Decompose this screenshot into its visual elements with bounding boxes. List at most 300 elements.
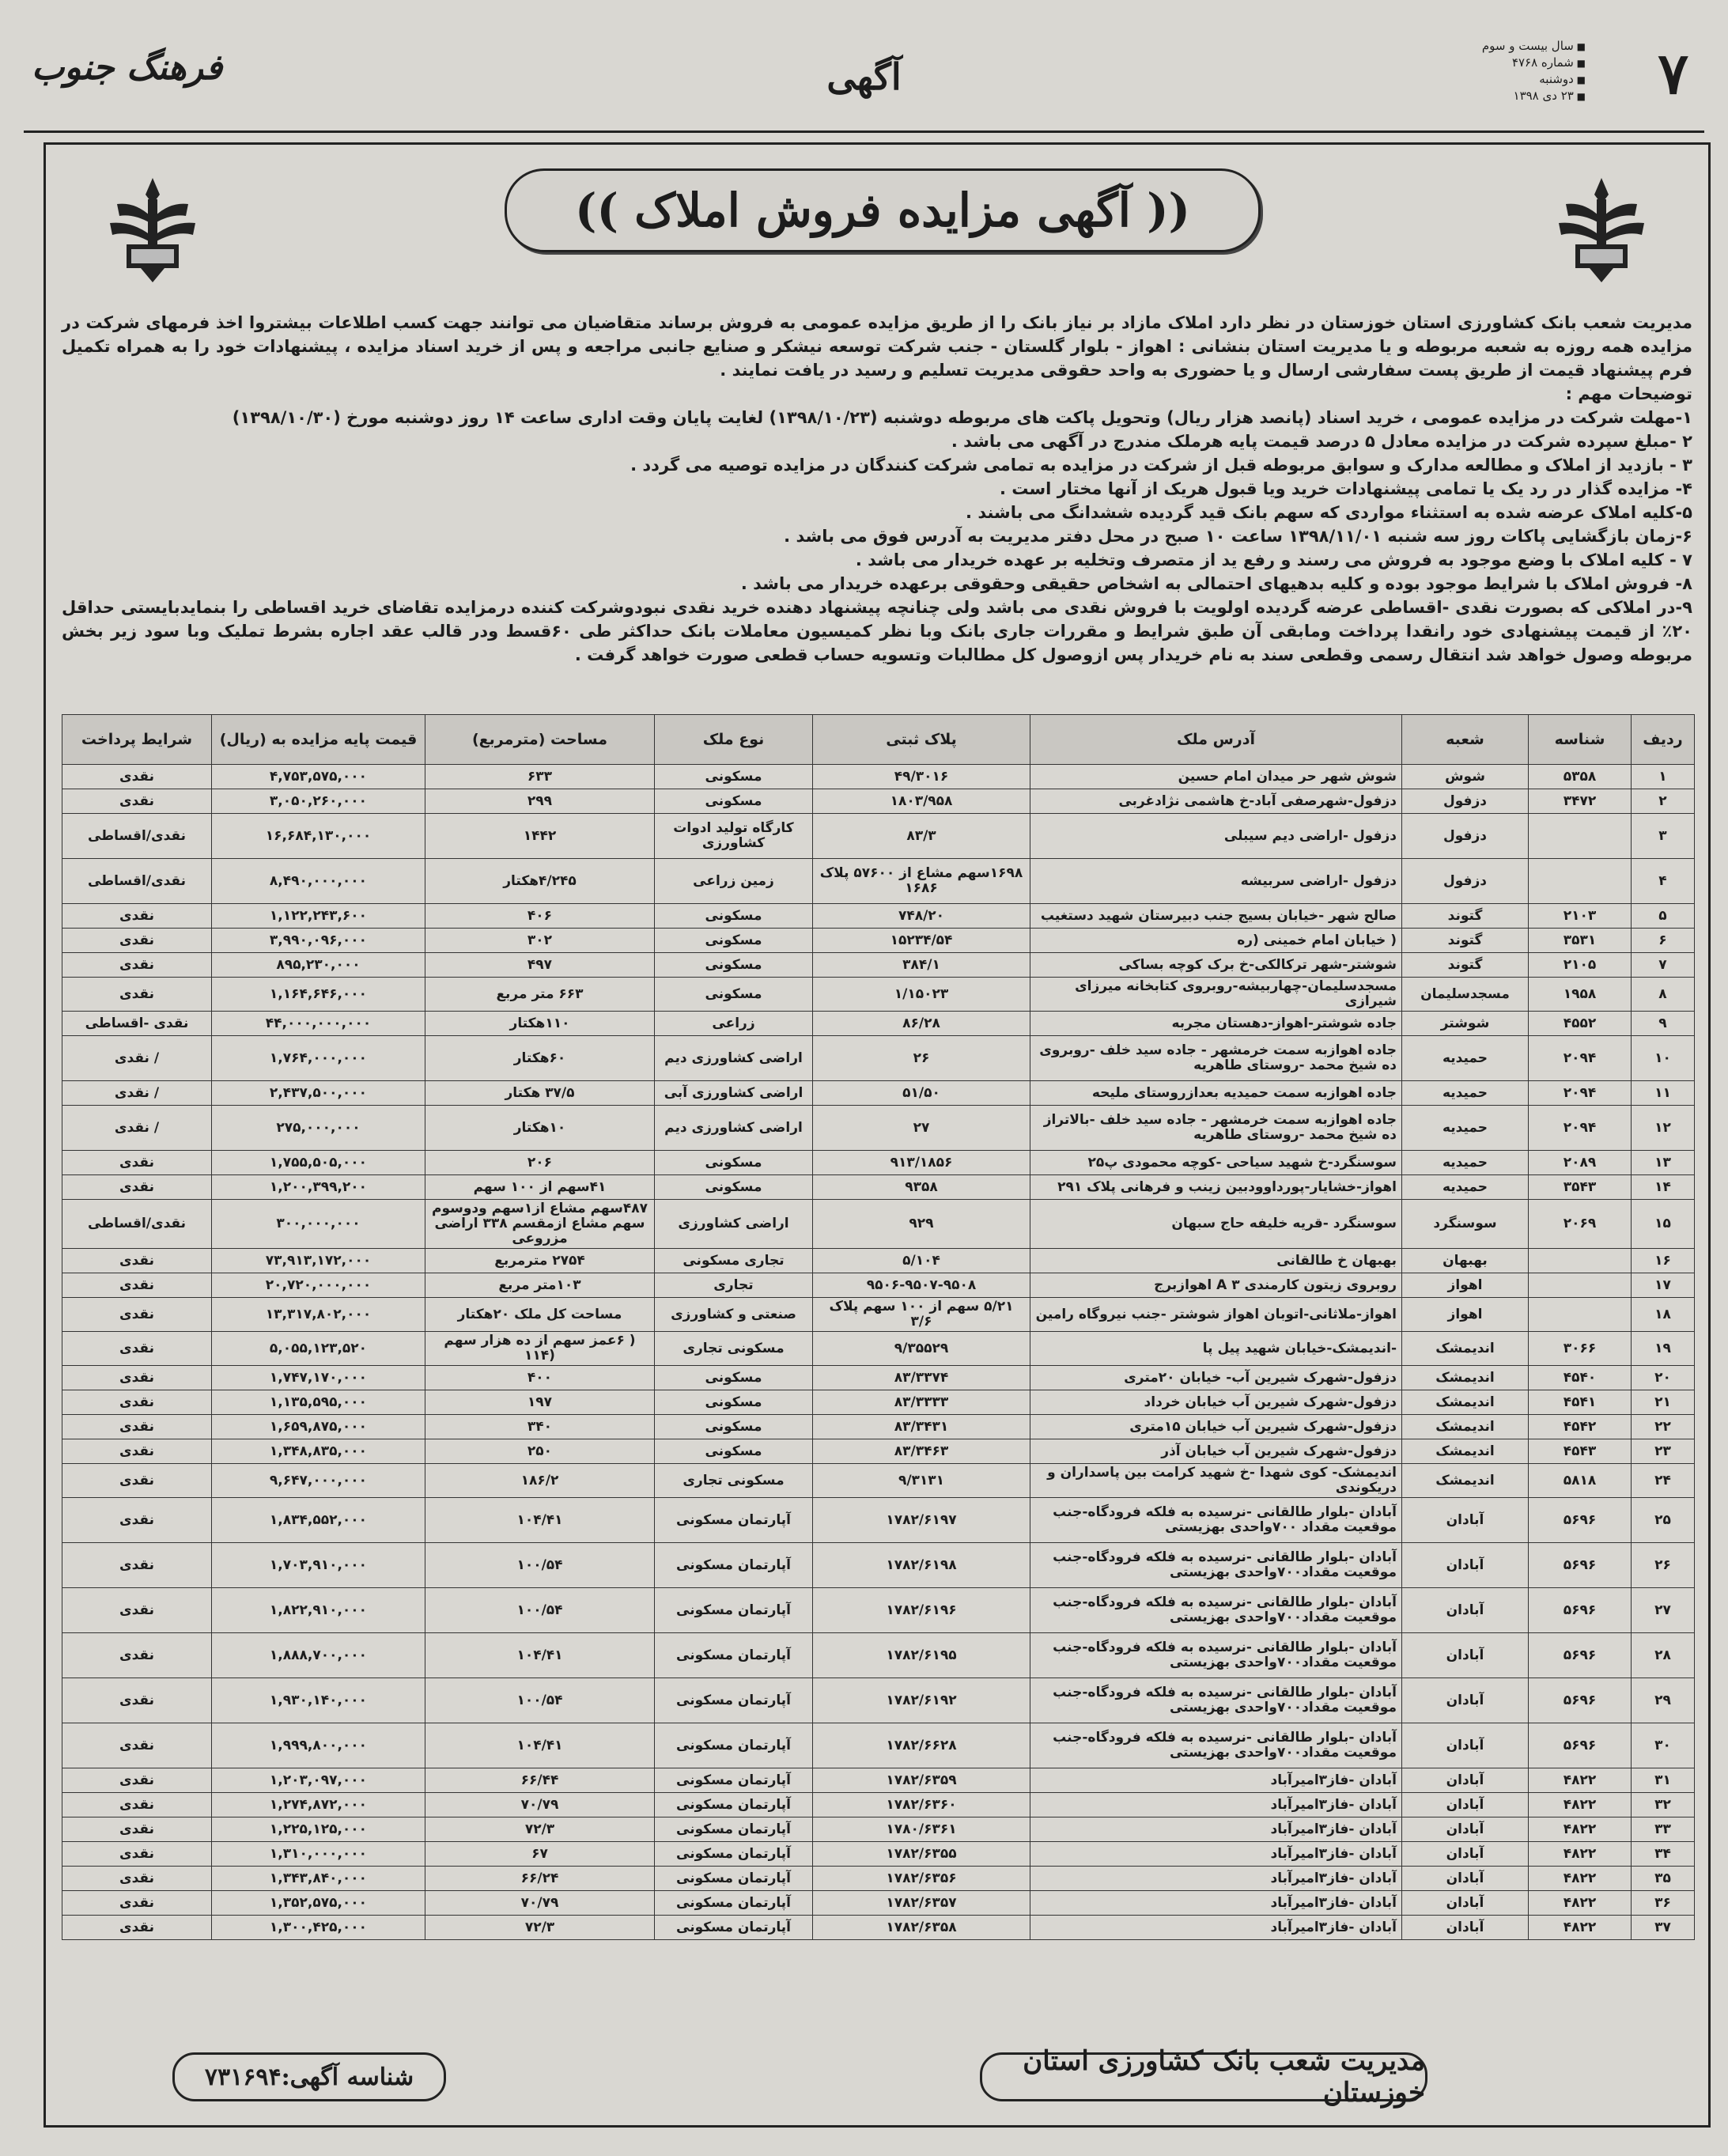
address-cell: آبادان -فاز۳امیرآباد bbox=[1030, 1817, 1402, 1842]
row-number-cell: ۱ bbox=[1632, 765, 1695, 789]
base-price-cell: ۸,۴۹۰,۰۰۰,۰۰۰ bbox=[212, 859, 425, 904]
branch-cell: آبادان bbox=[1402, 1891, 1529, 1916]
property-type-cell: مسکونی bbox=[655, 1366, 813, 1390]
branch-cell: بهبهان bbox=[1402, 1249, 1529, 1273]
page-number: ۷ bbox=[1658, 40, 1688, 107]
table-row bbox=[62, 1543, 1695, 1588]
plate-cell: ۱۷۸۲/۶۳۶۰ bbox=[813, 1793, 1030, 1817]
base-price-cell: ۱۳,۳۱۷,۸۰۲,۰۰۰ bbox=[212, 1298, 425, 1332]
row-number-cell: ۳۶ bbox=[1632, 1891, 1695, 1916]
plate-cell: ۱۷۸۲/۶۱۹۸ bbox=[813, 1543, 1030, 1588]
branch-cell: دزفول bbox=[1402, 789, 1529, 814]
note-item: ۵-کلیه املاک عرضه شده به استثناء مواردی که سهم بانک قید گردیده ششدانگ می باشند . bbox=[966, 503, 1692, 522]
ad-intro: مدیریت شعب بانک کشاورزی استان خوزستان در نظر دارد املاک مازاد بر نیاز بانک را از طریق مزایده عمومی به فروش برساند متقاضیان می توانند جهت کسب اطلاعات بیشتروا اخذ فرمهای شرکت در مزایده همه روزه به شعبه مربوطه و یا مدیریت استان بنشانی : اهواز - بلوار گلستان - جنب شرکت توسعه نیشکر و صنایع جانبی مراجعه و پس از خرید اسناد مزایده ، پیشنهادات خود را به همراه تکمیل فرم پیشنهاد قیمت از طریق پست سفارشی ارسال و یا حضوری به واحد حقوقی مدیریت تسلیم و رسید در یافت نمایند . bbox=[62, 313, 1692, 380]
row-number-cell: ۳۳ bbox=[1632, 1817, 1695, 1842]
base-price-cell: ۷۳,۹۱۳,۱۷۲,۰۰۰ bbox=[212, 1249, 425, 1273]
branch-cell: دزفول bbox=[1402, 814, 1529, 859]
issue-weekday: ■ دوشنبه bbox=[1482, 71, 1586, 88]
table-row bbox=[62, 1298, 1695, 1332]
bank-emblem-icon bbox=[93, 168, 212, 287]
plate-cell: ۸۳/۳۴۳۱ bbox=[813, 1415, 1030, 1439]
branch-cell: حمیدیه bbox=[1402, 1175, 1529, 1200]
table-row bbox=[62, 1200, 1695, 1249]
branch-cell: اهواز bbox=[1402, 1298, 1529, 1332]
column-header: شعبه bbox=[1402, 715, 1529, 765]
area-cell: ۱۱۰هکتار bbox=[425, 1012, 655, 1036]
address-cell: آبادان -فاز۳امیرآباد bbox=[1030, 1891, 1402, 1916]
id-cell bbox=[1529, 859, 1632, 904]
base-price-cell: ۲۰,۷۲۰,۰۰۰,۰۰۰ bbox=[212, 1273, 425, 1298]
base-price-cell: ۴,۷۵۳,۵۷۵,۰۰۰ bbox=[212, 765, 425, 789]
area-cell: مساحت کل ملک ۲۰هکتار bbox=[425, 1298, 655, 1332]
property-type-cell: آپارتمان مسکونی bbox=[655, 1543, 813, 1588]
property-type-cell: مسکونی تجاری bbox=[655, 1332, 813, 1366]
branch-cell: حمیدیه bbox=[1402, 1081, 1529, 1106]
property-type-cell: مسکونی bbox=[655, 978, 813, 1012]
table-row bbox=[62, 789, 1695, 814]
row-number-cell: ۲۳ bbox=[1632, 1439, 1695, 1464]
notes-heading: توضیحات مهم : bbox=[1565, 384, 1692, 403]
table-row bbox=[62, 814, 1695, 859]
branch-cell: آبادان bbox=[1402, 1588, 1529, 1633]
issue-volume: ■ سال بیست و سوم bbox=[1482, 38, 1586, 55]
base-price-cell: ۱,۷۴۷,۱۷۰,۰۰۰ bbox=[212, 1366, 425, 1390]
note-item: ۴- مزایده گذار در رد یک یا تمامی پیشنهادات خرید ویا قبول هریک از آنها مختار است . bbox=[1000, 479, 1692, 498]
property-type-cell: اراضی کشاورزی دیم bbox=[655, 1036, 813, 1081]
address-cell: مسجدسلیمان-چهاربیشه-روبروی کتابخانه میرزای شیرازی bbox=[1030, 978, 1402, 1012]
base-price-cell: ۱,۳۵۲,۵۷۵,۰۰۰ bbox=[212, 1891, 425, 1916]
payment-terms-cell: نقدی/اقساطی bbox=[62, 1200, 212, 1249]
area-cell: ۶۶۳ متر مربع bbox=[425, 978, 655, 1012]
plate-cell: ۴۹/۳۰۱۶ bbox=[813, 765, 1030, 789]
plate-cell: ۵/۱۰۴ bbox=[813, 1249, 1030, 1273]
ad-title: (( آگهی مزایده فروش املاک )) bbox=[575, 183, 1190, 237]
id-cell: ۴۸۲۲ bbox=[1529, 1817, 1632, 1842]
table-row bbox=[62, 1151, 1695, 1175]
property-type-cell: آپارتمان مسکونی bbox=[655, 1498, 813, 1543]
payment-terms-cell: نقدی bbox=[62, 929, 212, 953]
row-number-cell: ۸ bbox=[1632, 978, 1695, 1012]
id-cell: ۲۰۹۴ bbox=[1529, 1036, 1632, 1081]
plate-cell: ۱۵۲۳۴/۵۴ bbox=[813, 929, 1030, 953]
row-number-cell: ۲۱ bbox=[1632, 1390, 1695, 1415]
table-row bbox=[62, 1106, 1695, 1151]
plate-cell: ۸۳/۳۳۷۴ bbox=[813, 1366, 1030, 1390]
plate-cell: ۱۷۸۲/۶۱۹۲ bbox=[813, 1678, 1030, 1723]
payment-terms-cell: نقدی bbox=[62, 1298, 212, 1332]
property-type-cell: آپارتمان مسکونی bbox=[655, 1768, 813, 1793]
area-cell: ۷۲/۳ bbox=[425, 1916, 655, 1940]
id-cell bbox=[1529, 1298, 1632, 1332]
row-number-cell: ۴ bbox=[1632, 859, 1695, 904]
table-row bbox=[62, 1842, 1695, 1867]
table-row bbox=[62, 1498, 1695, 1543]
payment-terms-cell: نقدی bbox=[62, 953, 212, 978]
plate-cell: ۱۷۸۲/۶۳۵۹ bbox=[813, 1768, 1030, 1793]
property-type-cell: اراضی کشاورزی آبی bbox=[655, 1081, 813, 1106]
address-cell: دزفول-شهرک شیرین آب خیابان خرداد bbox=[1030, 1390, 1402, 1415]
column-header: پلاک ثبتی bbox=[813, 715, 1030, 765]
row-number-cell: ۱۸ bbox=[1632, 1298, 1695, 1332]
property-type-cell: زراعی bbox=[655, 1012, 813, 1036]
area-cell: ۱۰۴/۴۱ bbox=[425, 1723, 655, 1768]
address-cell: آبادان -فاز۳امیرآباد bbox=[1030, 1768, 1402, 1793]
base-price-cell: ۱,۸۲۲,۹۱۰,۰۰۰ bbox=[212, 1588, 425, 1633]
id-cell: ۴۵۴۳ bbox=[1529, 1439, 1632, 1464]
base-price-cell: ۱,۳۴۸,۸۳۵,۰۰۰ bbox=[212, 1439, 425, 1464]
address-cell: ( خیابان امام خمینی (ره bbox=[1030, 929, 1402, 953]
id-cell: ۴۵۴۱ bbox=[1529, 1390, 1632, 1415]
area-cell: ۷۰/۷۹ bbox=[425, 1891, 655, 1916]
table-row bbox=[62, 859, 1695, 904]
address-cell: دزفول-شهرصفی آباد-خ هاشمی نژادغربی bbox=[1030, 789, 1402, 814]
property-type-cell: آپارتمان مسکونی bbox=[655, 1633, 813, 1678]
property-type-cell: مسکونی bbox=[655, 789, 813, 814]
table-row bbox=[62, 904, 1695, 929]
id-cell: ۵۶۹۶ bbox=[1529, 1543, 1632, 1588]
address-cell: اندیمشک- کوی شهدا -خ شهید کرامت بین پاسداران و دریکوندی bbox=[1030, 1464, 1402, 1498]
branch-cell: آبادان bbox=[1402, 1867, 1529, 1891]
area-cell: ۲۰۶ bbox=[425, 1151, 655, 1175]
area-cell: ۶۶/۴۴ bbox=[425, 1768, 655, 1793]
base-price-cell: ۴۴,۰۰۰,۰۰۰,۰۰۰ bbox=[212, 1012, 425, 1036]
property-type-cell: اراضی کشاورزی bbox=[655, 1200, 813, 1249]
base-price-cell: ۱,۲۲۵,۱۲۵,۰۰۰ bbox=[212, 1817, 425, 1842]
property-type-cell: مسکونی bbox=[655, 929, 813, 953]
id-cell: ۲۰۹۴ bbox=[1529, 1081, 1632, 1106]
address-cell: اهواز-خشایار-پورداوودبین زینب و فرهانی پلاک ۲۹۱ bbox=[1030, 1175, 1402, 1200]
address-cell: سوسنگرد -قریه خلیفه حاج سبهان bbox=[1030, 1200, 1402, 1249]
table-row bbox=[62, 1390, 1695, 1415]
payment-terms-cell: / نقدی bbox=[62, 1081, 212, 1106]
plate-cell: ۱/۱۵۰۲۳ bbox=[813, 978, 1030, 1012]
id-cell: ۲۰۹۴ bbox=[1529, 1106, 1632, 1151]
row-number-cell: ۲۰ bbox=[1632, 1366, 1695, 1390]
payment-terms-cell: نقدی bbox=[62, 1588, 212, 1633]
id-cell: ۴۵۵۲ bbox=[1529, 1012, 1632, 1036]
id-cell: ۵۶۹۶ bbox=[1529, 1588, 1632, 1633]
plate-cell: ۸۳/۳۴۶۳ bbox=[813, 1439, 1030, 1464]
address-cell: بهبهان خ طالقانی bbox=[1030, 1249, 1402, 1273]
column-header: مساحت (مترمربع) bbox=[425, 715, 655, 765]
column-header: قیمت پایه مزایده به (ریال) bbox=[212, 715, 425, 765]
plate-cell: ۲۷ bbox=[813, 1106, 1030, 1151]
property-type-cell: مسکونی bbox=[655, 953, 813, 978]
payment-terms-cell: نقدی bbox=[62, 1151, 212, 1175]
base-price-cell: ۱,۱۳۵,۵۹۵,۰۰۰ bbox=[212, 1390, 425, 1415]
property-type-cell: مسکونی bbox=[655, 765, 813, 789]
row-number-cell: ۳۵ bbox=[1632, 1867, 1695, 1891]
address-cell: روبروی زیتون کارمندی ۳ A اهوازبرج bbox=[1030, 1273, 1402, 1298]
plate-cell: ۹۲۹ bbox=[813, 1200, 1030, 1249]
table-row bbox=[62, 1012, 1695, 1036]
row-number-cell: ۲۲ bbox=[1632, 1415, 1695, 1439]
payment-terms-cell: نقدی bbox=[62, 1464, 212, 1498]
payment-terms-cell: نقدی bbox=[62, 1817, 212, 1842]
plate-cell: ۲۶ bbox=[813, 1036, 1030, 1081]
area-cell: ۱۰۴/۴۱ bbox=[425, 1498, 655, 1543]
note-item: ۶-زمان بازگشایی پاکات روز سه شنبه ۱۳۹۸/۱۱/۰۱ ساعت ۱۰ صبح در محل دفتر مدیریت به آدرس فوق می باشد . bbox=[784, 527, 1692, 546]
table-row bbox=[62, 765, 1695, 789]
id-cell: ۴۸۲۲ bbox=[1529, 1768, 1632, 1793]
payment-terms-cell: نقدی bbox=[62, 1249, 212, 1273]
payment-terms-cell: نقدی bbox=[62, 1543, 212, 1588]
masthead-divider bbox=[24, 130, 1704, 133]
plate-cell: ۸۳/۳ bbox=[813, 814, 1030, 859]
id-cell: ۴۸۲۲ bbox=[1529, 1916, 1632, 1940]
table-row bbox=[62, 1081, 1695, 1106]
property-type-cell: مسکونی تجاری bbox=[655, 1464, 813, 1498]
column-header: نوع ملک bbox=[655, 715, 813, 765]
area-cell: ۶۰هکتار bbox=[425, 1036, 655, 1081]
area-cell: ۶۳۳ bbox=[425, 765, 655, 789]
row-number-cell: ۹ bbox=[1632, 1012, 1695, 1036]
base-price-cell: ۱,۸۳۴,۵۵۲,۰۰۰ bbox=[212, 1498, 425, 1543]
payment-terms-cell: نقدی bbox=[62, 1768, 212, 1793]
table-row bbox=[62, 1916, 1695, 1940]
base-price-cell: ۲۷۵,۰۰۰,۰۰۰ bbox=[212, 1106, 425, 1151]
payment-terms-cell: نقدی bbox=[62, 1439, 212, 1464]
payment-terms-cell: نقدی bbox=[62, 1332, 212, 1366]
property-type-cell: زمین زراعی bbox=[655, 859, 813, 904]
property-type-cell: آپارتمان مسکونی bbox=[655, 1588, 813, 1633]
payment-terms-cell: / نقدی bbox=[62, 1106, 212, 1151]
address-cell: اهواز-ملاثانی-اتوبان اهواز شوشتر -جنب نیروگاه رامین bbox=[1030, 1298, 1402, 1332]
note-item: ۹-در املاکی که بصورت نقدی -اقساطی عرضه گردیده اولویت با فروش نقدی می باشد ولی چنانچه پیشنهاد دهنده خرید نقدی نبودوشرکت کننده درمزایده تقاضای خرید اقساطی را بنمایدبایستی حداقل ۲۰٪ از قیمت پیشنهادی خود رانقدا پرداخت ومابقی آن طبق شرایط و مقررات جاری بانک وبا نظر کمیسیون معاملات بانک حداکثر طی ۶۰قسط ودر قالب عقد اجاره بشرط تملیک وبا سود زیر بخش مربوطه وصول خواهد شد انتقال رسمی وقطعی سند به نام خریدار پس ازوصول کل مطالبات وتسویه حساب قطعی صورت خواهد گرفت . bbox=[62, 598, 1692, 664]
row-number-cell: ۳۱ bbox=[1632, 1768, 1695, 1793]
ad-id-banner: شناسه آگهی:۷۳۱۶۹۴ bbox=[172, 2052, 446, 2101]
area-cell: ۶۷ bbox=[425, 1842, 655, 1867]
address-cell: صالح شهر -خیابان بسیج جنب دبیرستان شهید دستغیب bbox=[1030, 904, 1402, 929]
area-cell: ۳۰۲ bbox=[425, 929, 655, 953]
note-item: ۱-مهلت شرکت در مزایده عمومی ، خرید اسناد (پانصد هزار ریال) وتحویل پاکت های مربوطه دوشنبه (۱۳۹۸/۱۰/۲۳) لغایت پایان وقت اداری ساعت ۱۴ روز دوشنبه مورخ (۱۳۹۸/۱۰/۳۰) bbox=[232, 408, 1692, 427]
row-number-cell: ۲۷ bbox=[1632, 1588, 1695, 1633]
property-type-cell: مسکونی bbox=[655, 1390, 813, 1415]
base-price-cell: ۹,۶۴۷,۰۰۰,۰۰۰ bbox=[212, 1464, 425, 1498]
area-cell: ۴۸۷سهم مشاع از۱سهم ودوسوم سهم مشاع ازمقسم ۳۳۸ اراضی مزروعی bbox=[425, 1200, 655, 1249]
area-cell: ۳۴۰ bbox=[425, 1415, 655, 1439]
payment-terms-cell: نقدی bbox=[62, 1633, 212, 1678]
base-price-cell: ۱,۷۶۴,۰۰۰,۰۰۰ bbox=[212, 1036, 425, 1081]
id-cell: ۳۵۴۳ bbox=[1529, 1175, 1632, 1200]
branch-cell: آبادان bbox=[1402, 1543, 1529, 1588]
area-cell: ۴/۲۴۵هکتار bbox=[425, 859, 655, 904]
area-cell: ۲۵۰ bbox=[425, 1439, 655, 1464]
plate-cell: ۹۵۰۶-۹۵۰۷-۹۵۰۸ bbox=[813, 1273, 1030, 1298]
branch-cell: حمیدیه bbox=[1402, 1036, 1529, 1081]
branch-cell: مسجدسلیمان bbox=[1402, 978, 1529, 1012]
id-cell: ۴۵۴۰ bbox=[1529, 1366, 1632, 1390]
id-cell: ۴۸۲۲ bbox=[1529, 1867, 1632, 1891]
property-type-cell: اراضی کشاورزی دیم bbox=[655, 1106, 813, 1151]
branch-cell: اندیمشک bbox=[1402, 1415, 1529, 1439]
id-cell: ۴۸۲۲ bbox=[1529, 1793, 1632, 1817]
payment-terms-cell: نقدی -اقساطی bbox=[62, 1012, 212, 1036]
row-number-cell: ۲۸ bbox=[1632, 1633, 1695, 1678]
plate-cell: ۱۶۹۸سهم مشاع از ۵۷۶۰۰ پلاک ۱۶۸۶ bbox=[813, 859, 1030, 904]
area-cell: ۴۹۷ bbox=[425, 953, 655, 978]
bank-emblem-icon bbox=[1542, 168, 1661, 287]
address-cell: جاده اهوازبه سمت خرمشهر - جاده سید خلف -بالاتراز ده شیخ محمد -روستای طاهریه bbox=[1030, 1106, 1402, 1151]
address-cell: آبادان -بلوار طالقانی -نرسیده به فلکه فرودگاه-جنب موقعیت مقداد۷۰۰واحدی بهزیستی bbox=[1030, 1633, 1402, 1678]
table-row bbox=[62, 1723, 1695, 1768]
area-cell: ۴۰۰ bbox=[425, 1366, 655, 1390]
plate-cell: ۹۳۵۸ bbox=[813, 1175, 1030, 1200]
area-cell: ۳۷/۵ هکتار bbox=[425, 1081, 655, 1106]
branch-cell: آبادان bbox=[1402, 1768, 1529, 1793]
row-number-cell: ۱۹ bbox=[1632, 1332, 1695, 1366]
property-type-cell: مسکونی bbox=[655, 1175, 813, 1200]
issue-number: ■ شماره ۴۷۶۸ bbox=[1482, 55, 1586, 71]
row-number-cell: ۶ bbox=[1632, 929, 1695, 953]
base-price-cell: ۱,۷۰۳,۹۱۰,۰۰۰ bbox=[212, 1543, 425, 1588]
plate-cell: ۱۷۸۲/۶۳۵۵ bbox=[813, 1842, 1030, 1867]
row-number-cell: ۳۲ bbox=[1632, 1793, 1695, 1817]
payment-terms-cell: نقدی bbox=[62, 1678, 212, 1723]
plate-cell: ۸۳/۳۳۳۳ bbox=[813, 1390, 1030, 1415]
row-number-cell: ۲۹ bbox=[1632, 1678, 1695, 1723]
property-type-cell: آپارتمان مسکونی bbox=[655, 1723, 813, 1768]
branch-cell: اندیمشک bbox=[1402, 1464, 1529, 1498]
property-type-cell: مسکونی bbox=[655, 904, 813, 929]
payment-terms-cell: نقدی bbox=[62, 904, 212, 929]
id-cell bbox=[1529, 1249, 1632, 1273]
table-row bbox=[62, 1036, 1695, 1081]
plate-cell: ۱۷۸۲/۶۱۹۶ bbox=[813, 1588, 1030, 1633]
base-price-cell: ۱,۳۴۳,۸۴۰,۰۰۰ bbox=[212, 1867, 425, 1891]
section-title: آگهی bbox=[826, 55, 902, 98]
address-cell: جاده اهوازبه سمت حمیدیه بعدازروستای ملیحه bbox=[1030, 1081, 1402, 1106]
properties-table bbox=[62, 714, 1695, 1940]
payment-terms-cell: نقدی bbox=[62, 765, 212, 789]
plate-cell: ۱۷۸۲/۶۶۲۸ bbox=[813, 1723, 1030, 1768]
base-price-cell: ۸۹۵,۲۳۰,۰۰۰ bbox=[212, 953, 425, 978]
row-number-cell: ۳۴ bbox=[1632, 1842, 1695, 1867]
plate-cell: ۱۷۸۰/۶۳۶۱ bbox=[813, 1817, 1030, 1842]
id-cell: ۵۶۹۶ bbox=[1529, 1678, 1632, 1723]
column-header: شناسه bbox=[1529, 715, 1632, 765]
area-cell: ۲۹۹ bbox=[425, 789, 655, 814]
table-row bbox=[62, 1175, 1695, 1200]
row-number-cell: ۷ bbox=[1632, 953, 1695, 978]
row-number-cell: ۱۵ bbox=[1632, 1200, 1695, 1249]
area-cell: ۱۸۶/۲ bbox=[425, 1464, 655, 1498]
note-item: ۸- فروش املاک با شرایط موجود بوده و کلیه بدهیهای احتمالی به اشخاص حقیقی وحقوقی برعهده خریدار می باشد . bbox=[740, 574, 1692, 593]
payment-terms-cell: نقدی/اقساطی bbox=[62, 859, 212, 904]
branch-cell: شوش bbox=[1402, 765, 1529, 789]
base-price-cell: ۱,۳۱۰,۰۰۰,۰۰۰ bbox=[212, 1842, 425, 1867]
address-cell: جاده اهوازبه سمت خرمشهر - جاده سید خلف -روبروی ده شیخ محمد -روستای طاهریه bbox=[1030, 1036, 1402, 1081]
payment-terms-cell: / نقدی bbox=[62, 1036, 212, 1081]
issue-date: ■ ۲۳ دی ۱۳۹۸ bbox=[1482, 88, 1586, 104]
branch-cell: شوشتر bbox=[1402, 1012, 1529, 1036]
area-cell: ۱۰۰/۵۴ bbox=[425, 1678, 655, 1723]
property-type-cell: آپارتمان مسکونی bbox=[655, 1793, 813, 1817]
branch-cell: گتوند bbox=[1402, 904, 1529, 929]
id-cell: ۲۱۰۵ bbox=[1529, 953, 1632, 978]
payment-terms-cell: نقدی bbox=[62, 1723, 212, 1768]
address-cell: آبادان -فاز۳امیرآباد bbox=[1030, 1842, 1402, 1867]
address-cell: دزفول -اراضی دیم سیبلی bbox=[1030, 814, 1402, 859]
branch-cell: آبادان bbox=[1402, 1678, 1529, 1723]
branch-cell: آبادان bbox=[1402, 1723, 1529, 1768]
row-number-cell: ۳۷ bbox=[1632, 1916, 1695, 1940]
address-cell: دزفول-شهرک شیرین آب خیابان ۱۵متری bbox=[1030, 1415, 1402, 1439]
property-type-cell: آپارتمان مسکونی bbox=[655, 1817, 813, 1842]
note-item: ۳ - بازدید از املاک و مطالعه مدارک و سوابق مربوطه قبل از شرکت در مزایده به تمامی شرکت کنندگان در مزایده توصیه می گردد . bbox=[630, 456, 1692, 475]
newspaper-logo: فرهنگ جنوب bbox=[32, 47, 223, 88]
plate-cell: ۹۱۳/۱۸۵۶ bbox=[813, 1151, 1030, 1175]
address-cell: آبادان -بلوار طالقانی -نرسیده به فلکه فرودگاه-جنب موقعیت مقداد ۷۰۰واحدی بهزیستی bbox=[1030, 1498, 1402, 1543]
table-row bbox=[62, 1867, 1695, 1891]
base-price-cell: ۵,۰۵۵,۱۲۳,۵۲۰ bbox=[212, 1332, 425, 1366]
plate-cell: ۵/۲۱ سهم از ۱۰۰ سهم پلاک ۳/۶ bbox=[813, 1298, 1030, 1332]
address-cell: دزفول-شهرک شیرین آب- خیابان ۲۰متری bbox=[1030, 1366, 1402, 1390]
branch-cell: اهواز bbox=[1402, 1273, 1529, 1298]
base-price-cell: ۱,۲۷۴,۸۷۲,۰۰۰ bbox=[212, 1793, 425, 1817]
payment-terms-cell: نقدی bbox=[62, 1175, 212, 1200]
row-number-cell: ۲۴ bbox=[1632, 1464, 1695, 1498]
plate-cell: ۷۴۸/۲۰ bbox=[813, 904, 1030, 929]
ad-title-frame bbox=[505, 168, 1261, 252]
payment-terms-cell: نقدی bbox=[62, 1793, 212, 1817]
masthead bbox=[24, 24, 1704, 119]
table-row bbox=[62, 1633, 1695, 1678]
row-number-cell: ۱۴ bbox=[1632, 1175, 1695, 1200]
payment-terms-cell: نقدی bbox=[62, 1415, 212, 1439]
branch-cell: گتوند bbox=[1402, 953, 1529, 978]
plate-cell: ۸۶/۲۸ bbox=[813, 1012, 1030, 1036]
row-number-cell: ۱۳ bbox=[1632, 1151, 1695, 1175]
id-cell: ۴۸۲۲ bbox=[1529, 1891, 1632, 1916]
property-type-cell: صنعتی و کشاورزی bbox=[655, 1298, 813, 1332]
area-cell: ۴۱سهم از ۱۰۰ سهم bbox=[425, 1175, 655, 1200]
branch-cell: آبادان bbox=[1402, 1842, 1529, 1867]
address-cell: آبادان -فاز۳امیرآباد bbox=[1030, 1793, 1402, 1817]
branch-cell: اندیمشک bbox=[1402, 1390, 1529, 1415]
id-cell: ۱۹۵۸ bbox=[1529, 978, 1632, 1012]
row-number-cell: ۲۶ bbox=[1632, 1543, 1695, 1588]
base-price-cell: ۳۰۰,۰۰۰,۰۰۰ bbox=[212, 1200, 425, 1249]
column-header: شرایط پرداخت bbox=[62, 715, 212, 765]
base-price-cell: ۳,۹۹۰,۰۹۶,۰۰۰ bbox=[212, 929, 425, 953]
id-cell: ۴۵۴۲ bbox=[1529, 1415, 1632, 1439]
table-row bbox=[62, 1678, 1695, 1723]
plate-cell: ۱۷۸۲/۶۱۹۵ bbox=[813, 1633, 1030, 1678]
id-cell: ۴۸۲۲ bbox=[1529, 1842, 1632, 1867]
table-row bbox=[62, 1891, 1695, 1916]
area-cell: ۱۰۰/۵۴ bbox=[425, 1543, 655, 1588]
address-cell: آبادان -بلوار طالقانی -نرسیده به فلکه فرودگاه-جنب موقعیت مقداد۷۰۰واحدی بهزیستی bbox=[1030, 1543, 1402, 1588]
area-cell: ( ۶عمز سهم از ده هزار سهم (۱۱۴ bbox=[425, 1332, 655, 1366]
table-row bbox=[62, 1768, 1695, 1793]
property-type-cell: مسکونی bbox=[655, 1415, 813, 1439]
address-cell: جاده شوشتر-اهواز-دهستان مجربه bbox=[1030, 1012, 1402, 1036]
address-cell: آبادان -بلوار طالقانی -نرسیده به فلکه فرودگاه-جنب موقعیت مقداد۷۰۰واحدی بهزیستی bbox=[1030, 1588, 1402, 1633]
table-row bbox=[62, 1439, 1695, 1464]
table-row bbox=[62, 1464, 1695, 1498]
area-cell: ۱۹۷ bbox=[425, 1390, 655, 1415]
branch-cell: حمیدیه bbox=[1402, 1151, 1529, 1175]
row-number-cell: ۱۷ bbox=[1632, 1273, 1695, 1298]
branch-cell: سوسنگرد bbox=[1402, 1200, 1529, 1249]
address-cell: آبادان -بلوار طالقانی -نرسیده به فلکه فرودگاه-جنب موقعیت مقداد۷۰۰واحدی بهزیستی bbox=[1030, 1723, 1402, 1768]
branch-cell: اندیمشک bbox=[1402, 1366, 1529, 1390]
base-price-cell: ۱,۸۸۸,۷۰۰,۰۰۰ bbox=[212, 1633, 425, 1678]
address-cell: دزفول -اراضی سربیشه bbox=[1030, 859, 1402, 904]
address-cell: سوسنگرد-خ شهید سیاحی -کوچه محمودی پ۲۵ bbox=[1030, 1151, 1402, 1175]
base-price-cell: ۱,۲۰۰,۳۹۹,۲۰۰ bbox=[212, 1175, 425, 1200]
